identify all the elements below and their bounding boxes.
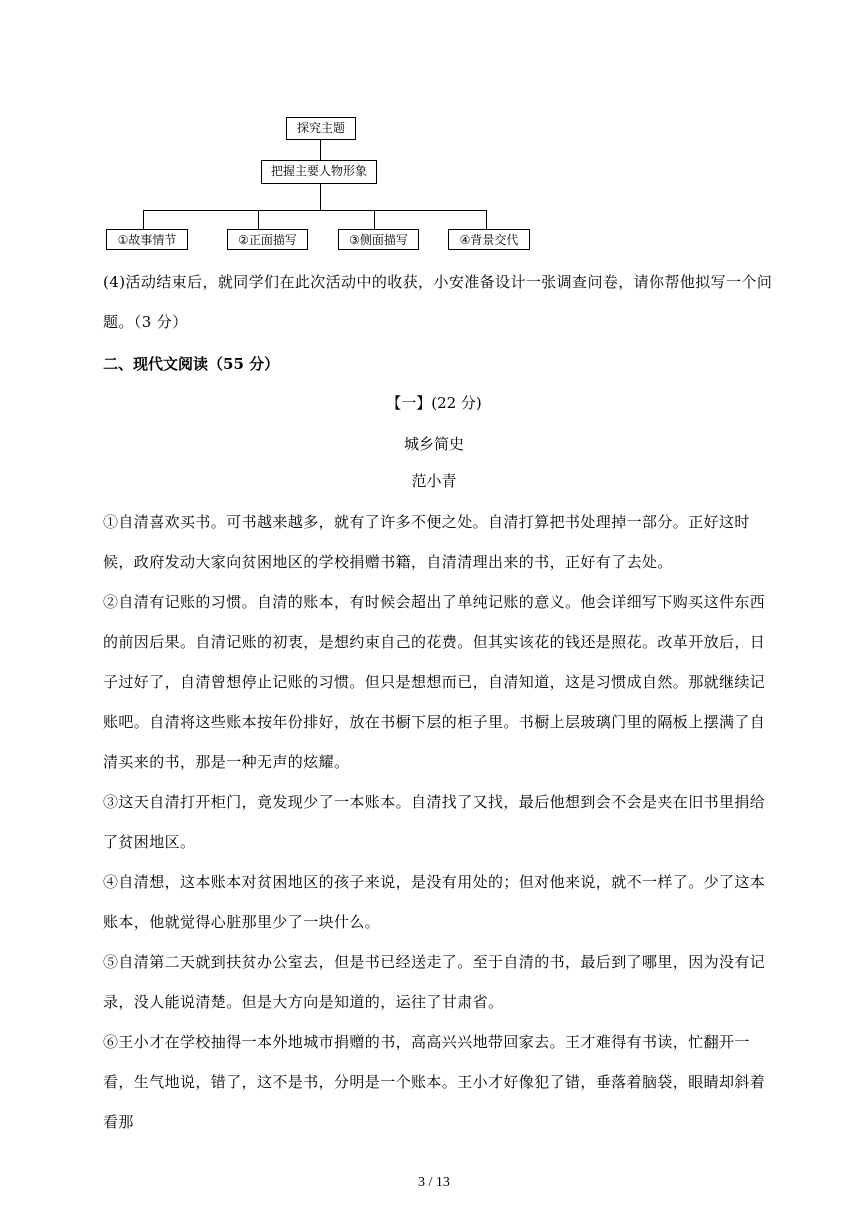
- part-label: 【一】(22 分): [386, 394, 482, 412]
- diagram-node-leaf: ③侧面描写: [338, 229, 419, 250]
- diagram-node-top: 探究主题: [286, 117, 356, 140]
- connector-line: [374, 210, 375, 229]
- article-author: 范小青: [411, 472, 457, 490]
- diagram-node-leaf: ②正面描写: [227, 229, 308, 250]
- question-4: (4)活动结束后，就同学们在此次活动中的收获，小安准备设计一张调查问卷，请你帮他拟写一个问题。（3 分）: [103, 273, 773, 331]
- paragraph-2: ②自清有记账的习惯。自清的账本，有时候会超出了单纯记账的意义。他会详细写下购买这件东西的前因后果。自清记账的初衷，是想约束自己的花费。但其实该花的钱还是照花。改革开放后，日子过好了，自清曾想停止记账的习惯。但只是想想而已，自清知道，这是习惯成自然。那就继续记账吧。自清将这些账本按年份排好，放在书橱下层的柜子里。书橱上层玻璃门里的隔板上摆满了自清买来的书，那是一种无声的炫耀。: [103, 593, 766, 771]
- connector-line: [320, 140, 321, 160]
- connector-line: [143, 210, 144, 229]
- paragraph-6: ⑥王小才在学校抽得一本外地城市捐赠的书，高高兴兴地带回家去。王才难得有书读，忙翻开一看，生气地说，错了，这不是书，分明是一个账本。王小才好像犯了错，垂落着脑袋，眼睛却斜着看那: [103, 1033, 766, 1131]
- diagram-node-leaf: ④背景交代: [448, 229, 530, 250]
- connector-line: [320, 184, 321, 210]
- diagram-node-middle: 把握主要人物形象: [261, 160, 377, 184]
- paragraph-4: ④自清想，这本账本对贫困地区的孩子来说，是没有用处的；但对他来说，就不一样了。少了这本账本，他就觉得心脏那里少了一块什么。: [103, 873, 766, 931]
- article-title: 城乡简史: [403, 435, 464, 453]
- section-heading: 二、现代文阅读（55 分）: [103, 355, 280, 373]
- diagram-node-leaf: ①故事情节: [106, 229, 188, 250]
- paragraph-5: ⑤自清第二天就到扶贫办公室去，但是书已经送走了。至于自清的书，最后到了哪里，因为没有记录，没人能说清楚。但是大方向是知道的，运往了甘肃省。: [103, 953, 766, 1011]
- connector-line: [486, 210, 487, 229]
- page-number: 3 / 13: [418, 1175, 450, 1190]
- connector-line: [258, 210, 259, 229]
- paragraph-1: ①自清喜欢买书。可书越来越多，就有了许多不便之处。自清打算把书处理掉一部分。正好这时候，政府发动大家向贫困地区的学校捐赠书籍，自清清理出来的书，正好有了去处。: [103, 513, 750, 571]
- paragraph-3: ③这天自清打开柜门，竟发现少了一本账本。自清找了又找，最后他想到会不会是夹在旧书里捐给了贫困地区。: [103, 793, 766, 851]
- connector-line: [143, 210, 487, 211]
